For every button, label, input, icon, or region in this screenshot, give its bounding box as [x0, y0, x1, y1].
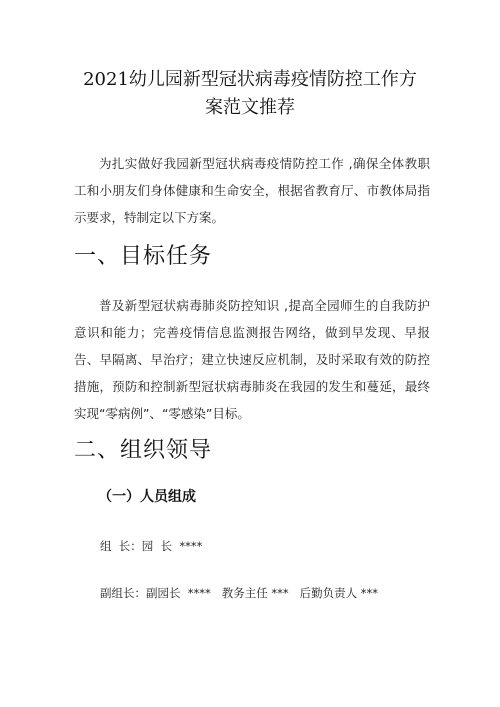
- section-heading-goals: 一、目标任务: [74, 244, 213, 269]
- intro-paragraph: 为扎实做好我园新型冠状病毒疫情防控工作 ,确保全体教职工和小朋友们身体健康和生命安全，根据省教育厅、市教体局指示要求，特制定以下方案。: [74, 156, 430, 225]
- title-line-2: 案范文推荐: [205, 97, 295, 118]
- subsection-heading-personnel: （一）人员组成: [98, 489, 196, 505]
- section-heading-organization: 二、组织领导: [74, 438, 213, 463]
- document-title: [60, 66, 440, 122]
- title-line-1: 2021幼儿园新型冠状病毒疫情防控工作方: [83, 69, 417, 90]
- goals-paragraph: 普及新型冠状病毒肺炎防控知识 ,提高全园师生的自我防护意识和能力；完善疫情信息监测报告网络，做到早发现、早报告、早隔离、早治疗；建立快速反应机制，及时采取有效的防控措施，预防和控制新型冠状病毒肺炎在我园的发生和蔓延，最终实现“零病例”、“零感染”目标。: [74, 298, 430, 421]
- deputy-leader-line: 副组长：副园长 **** 教务主任 *** 后勤负责人 ***: [100, 586, 379, 600]
- leader-line: 组 长：园 长 ****: [100, 539, 203, 553]
